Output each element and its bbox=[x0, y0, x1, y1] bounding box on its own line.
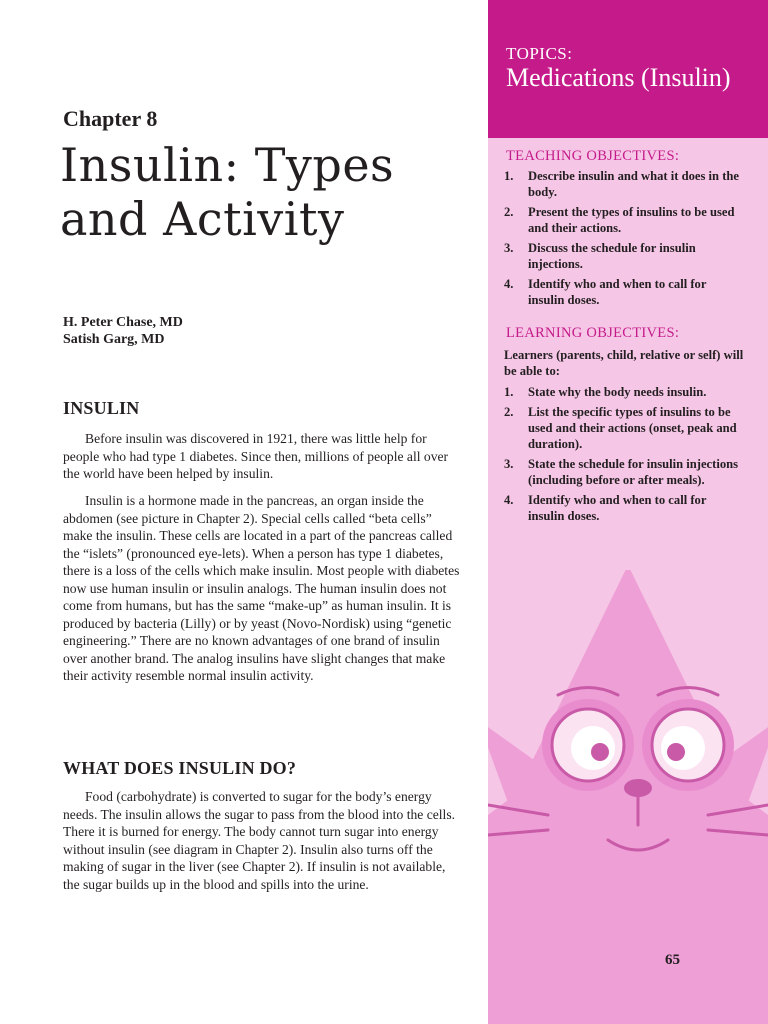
learning-objectives-heading: LEARNING OBJECTIVES: bbox=[506, 325, 680, 341]
paragraph: Insulin is a hormone made in the pancreas, an organ inside the abdomen (see picture in Chapter 2). Special cells called “beta cells” make the insulin. These cells are located in a part of the pancreas called the “islets” (pronounced eye-lets). When a person has type 1 diabetes, there is a loss of the cells which make insulin. Most people with diabetes now use human insulin or insulin analogs. The human insulin does not come from humans, but has the same “make-up” as human insulin. It is produced by bacteria (Lilly) or by yeast (Novo-Nordisk) using “genetic engineering.” There are no known advantages of one brand of insulin over another brand. The analog insulins have slight changes that make their activity resemble normal insulin activity. bbox=[63, 493, 460, 683]
learning-objectives-intro: Learners (parents, child, relative or self) will be able to: bbox=[504, 348, 744, 378]
list-item: 4. Identify who and when to call for insulin doses. bbox=[504, 277, 707, 307]
teaching-objectives-list bbox=[504, 168, 744, 312]
cartoon-cat-icon bbox=[488, 570, 768, 1024]
list-item: 3. Discuss the schedule for insulin injections. bbox=[504, 241, 696, 271]
section-heading-what-does-insulin-do: WHAT DOES INSULIN DO? bbox=[63, 758, 297, 778]
chapter-label: Chapter 8 bbox=[63, 106, 158, 131]
page-number: 65 bbox=[665, 952, 680, 968]
author-2: Satish Garg, MD bbox=[63, 332, 165, 347]
list-item: 3. State the schedule for insulin injections (including before or after meals). bbox=[504, 457, 739, 487]
list-item: 4. Identify who and when to call for insulin doses. bbox=[504, 493, 707, 523]
sidebar bbox=[488, 0, 768, 1024]
topics-title: Medications (Insulin) bbox=[506, 63, 731, 92]
list-item: 2. Present the types of insulins to be used and their actions. bbox=[504, 205, 735, 235]
authors bbox=[63, 314, 183, 348]
list-item: 1. Describe insulin and what it does in the body. bbox=[504, 169, 739, 199]
topics-box bbox=[488, 0, 768, 138]
topics-label: TOPICS: bbox=[506, 44, 573, 63]
list-item: 1. State why the body needs insulin. bbox=[504, 385, 707, 399]
learning-objectives-list bbox=[504, 384, 744, 528]
paragraph: Before insulin was discovered in 1921, there was little help for people who had type 1 diabetes. Since then, millions of people all over the world have been helped by insulin. bbox=[63, 431, 449, 481]
teaching-objectives-heading: TEACHING OBJECTIVES: bbox=[506, 148, 680, 164]
list-item: 2. List the specific types of insulins to be used and their actions (onset, peak and duration). bbox=[504, 405, 737, 451]
chapter-title: Insulin: Types and Activity bbox=[60, 138, 395, 246]
section-heading-insulin: INSULIN bbox=[63, 398, 140, 418]
author-1: H. Peter Chase, MD bbox=[63, 315, 183, 330]
paragraph: Food (carbohydrate) is converted to sugar for the body’s energy needs. The insulin allows the sugar to pass from the blood into the cells. There it is burned for energy. The body cannot turn sugar into energy without insulin (see diagram in Chapter 2). Insulin also turns off the making of sugar in the liver (see Chapter 2). If insulin is not available, the sugar builds up in the blood and spills into the urine. bbox=[63, 789, 456, 892]
